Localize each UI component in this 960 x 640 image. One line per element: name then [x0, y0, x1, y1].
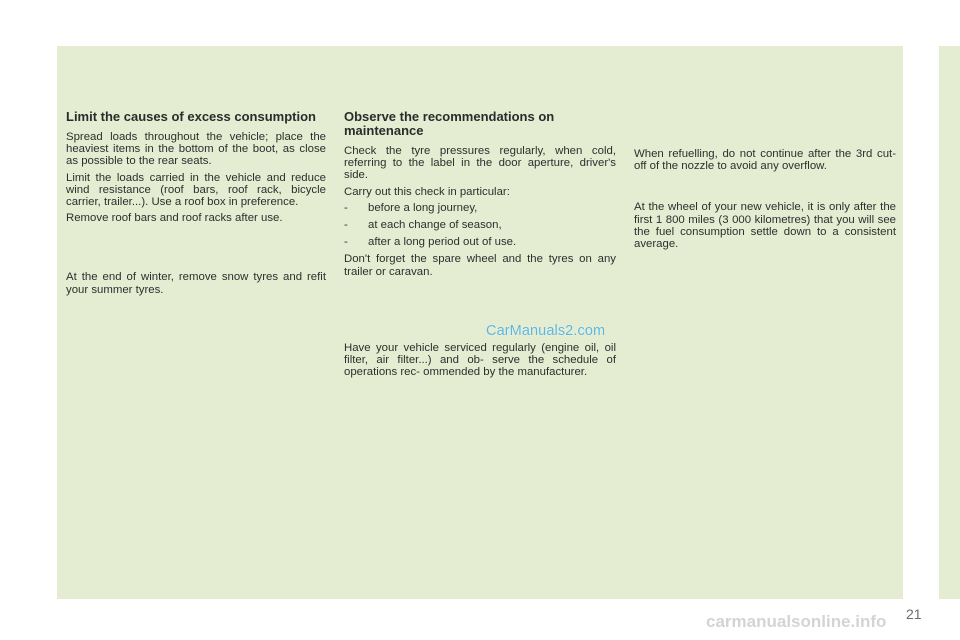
column-fuel: [634, 148, 896, 254]
para-snow-tyres: At the end of winter, remove snow tyres and refit your summer tyres.: [66, 271, 326, 296]
list-item: - after a long period out of use.: [344, 236, 517, 249]
page-number: 21: [906, 606, 922, 622]
dash-marker: -: [344, 201, 348, 214]
check-list: [344, 202, 616, 249]
para-refuelling: When refuelling, do not continue after the 3rd cut-off of the nozzle to avoid any overflow.: [634, 148, 896, 173]
list-item: - before a long journey,: [344, 201, 478, 214]
para-remove-roof-bars: Remove roof bars and roof racks after use.: [66, 212, 283, 225]
para-servicing: Have your vehicle serviced regularly (engine oil, oil filter, air filter...) and ob- serve the schedule of operations rec- ommended by the manufacturer.: [344, 341, 616, 379]
para-spare-wheel: Don't forget the spare wheel and the tyres on any trailer or caravan.: [344, 253, 616, 278]
para-spread-loads: Spread loads throughout the vehicle; place the heaviest items in the bottom of the boot, as close as possible to the rear seats.: [66, 131, 326, 168]
para-tyre-pressures: Check the tyre pressures regularly, when cold, referring to the label in the door aperture, driver's side.: [344, 145, 616, 182]
dash-marker: -: [344, 219, 348, 232]
side-tab: [939, 46, 960, 599]
heading-excess-consumption: Limit the causes of excess consumption: [66, 109, 316, 124]
dash-marker: -: [344, 236, 348, 249]
column-maintenance: [344, 110, 616, 382]
column-load-tips: [66, 110, 326, 300]
heading-maintenance: Observe the recommendations on maintenance: [344, 109, 555, 138]
para-check-when: Carry out this check in particular:: [344, 185, 510, 198]
para-limit-loads: Limit the loads carried in the vehicle and reduce wind resistance (roof bars, roof rack, bicycle carrier, trailer...). Use a roof box in preference.: [66, 171, 326, 209]
watermark-text: CarManuals2.com: [486, 323, 606, 339]
list-item: - at each change of season,: [344, 219, 502, 232]
footer-watermark: carmanualsonline.info: [706, 612, 887, 631]
para-new-vehicle: At the wheel of your new vehicle, it is only after the first 1 800 miles (3 000 kilometres) that you will see the fuel consumption settle down to a consistent average.: [634, 201, 896, 251]
